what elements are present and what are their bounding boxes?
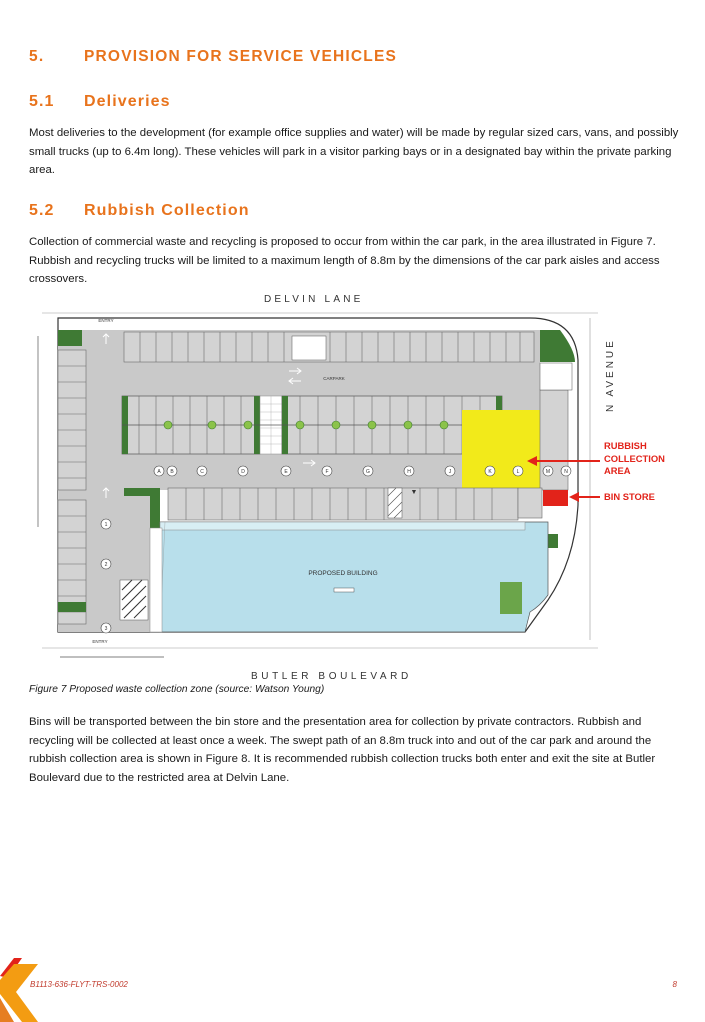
company-logo [0, 958, 44, 1022]
deliveries-title: Deliveries [84, 93, 171, 110]
row-marker-3: 3 [104, 626, 108, 632]
proposed-building [160, 522, 548, 632]
column-marker-d: D [241, 469, 245, 475]
bottom-parking-bays [168, 488, 518, 520]
column-marker-b: B [170, 469, 174, 475]
page-number: 8 [672, 980, 677, 989]
deliveries-paragraph: Most deliveries to the development (for example office supplies and water) will be made by regular sized cars, vans, and possibly small trucks (up to 6.4m long). These vehicles will park in a visitor parking bays or in a designated bay within the private parking area. [29, 127, 679, 176]
bottom-right-bay [518, 488, 542, 518]
rubbish-paragraph: Collection of commercial waste and recycling is proposed to occur from within the car park, in the area illustrated in Figure 7. Rubbish and recycling trucks will be limited to a maximum length of 8.8m by the dimensions of the car park aisles and access crossovers. [29, 236, 660, 285]
deliveries-number: 5.1 [29, 93, 55, 110]
small-vehicle-bay [292, 336, 326, 360]
column-marker-a: A [157, 469, 161, 475]
building-entry-marker [334, 588, 354, 592]
section-number: 5. [29, 48, 45, 65]
closing-paragraph: Bins will be transported between the bin store and the presentation area for collection by private contractors. Rubbish and recycling will be collected at least once a week. The swept path of an 8.8m truck into and out of the car park and around the rubbish collection area is shown in Figure 8. It is recommended rubbish collection trucks both enter and exit the site at Butler Boulevard due to the restricted area at Delvin Lane. [29, 716, 656, 784]
landscape-corner [500, 582, 522, 614]
row-marker-2: 2 [104, 562, 108, 568]
building-walkway [160, 522, 525, 530]
row-marker-1: 1 [104, 522, 108, 528]
column-marker-k: K [488, 469, 492, 475]
entry-top-label: ENTRY [98, 318, 114, 323]
street-label-butler-boulevard: BUTLER BOULEVARD [251, 671, 412, 682]
substation-box [540, 363, 572, 390]
downward-arrow-icon: ▼ [410, 489, 418, 496]
column-marker-n: N [564, 469, 568, 475]
column-marker-l: L [516, 469, 520, 475]
building-label: PROPOSED BUILDING [308, 570, 378, 577]
bin-store-annotation: BIN STORE [604, 491, 655, 502]
column-marker-j: J [448, 469, 452, 475]
rubbish-title: Rubbish Collection [84, 202, 250, 219]
bin-store [543, 490, 568, 506]
street-label-avenue: N AVENUE [605, 338, 616, 412]
column-marker-e: E [284, 469, 288, 475]
annotation-line-2: COLLECTION [604, 452, 665, 464]
column-marker-h: H [407, 469, 411, 475]
stair-block [120, 580, 148, 620]
column-marker-g: G [366, 469, 370, 475]
left-parking-bays [58, 350, 86, 624]
column-marker-f: F [325, 469, 329, 475]
top-parking-bays [124, 332, 534, 362]
column-marker-m: M [545, 469, 551, 475]
document-reference: B1113-636-FLYT-TRS-0002 [30, 980, 128, 989]
annotation-line-3: AREA [604, 465, 631, 476]
rubbish-number: 5.2 [29, 202, 55, 219]
street-label-delvin-lane: DELVIN LANE [264, 294, 364, 305]
entry-bottom-label: ENTRY [92, 639, 108, 644]
rubbish-collection-annotation [604, 440, 665, 478]
carpark-label: CARPARK [323, 376, 345, 381]
figure-caption: Figure 7 Proposed waste collection zone (source: Watson Young) [29, 684, 325, 695]
building-side-path [150, 528, 162, 632]
section-title: PROVISION FOR SERVICE VEHICLES [84, 48, 398, 65]
annotation-line-1: RUBBISH [604, 440, 647, 451]
column-marker-c: C [200, 469, 204, 475]
rubbish-collection-zone-upper [504, 410, 540, 465]
